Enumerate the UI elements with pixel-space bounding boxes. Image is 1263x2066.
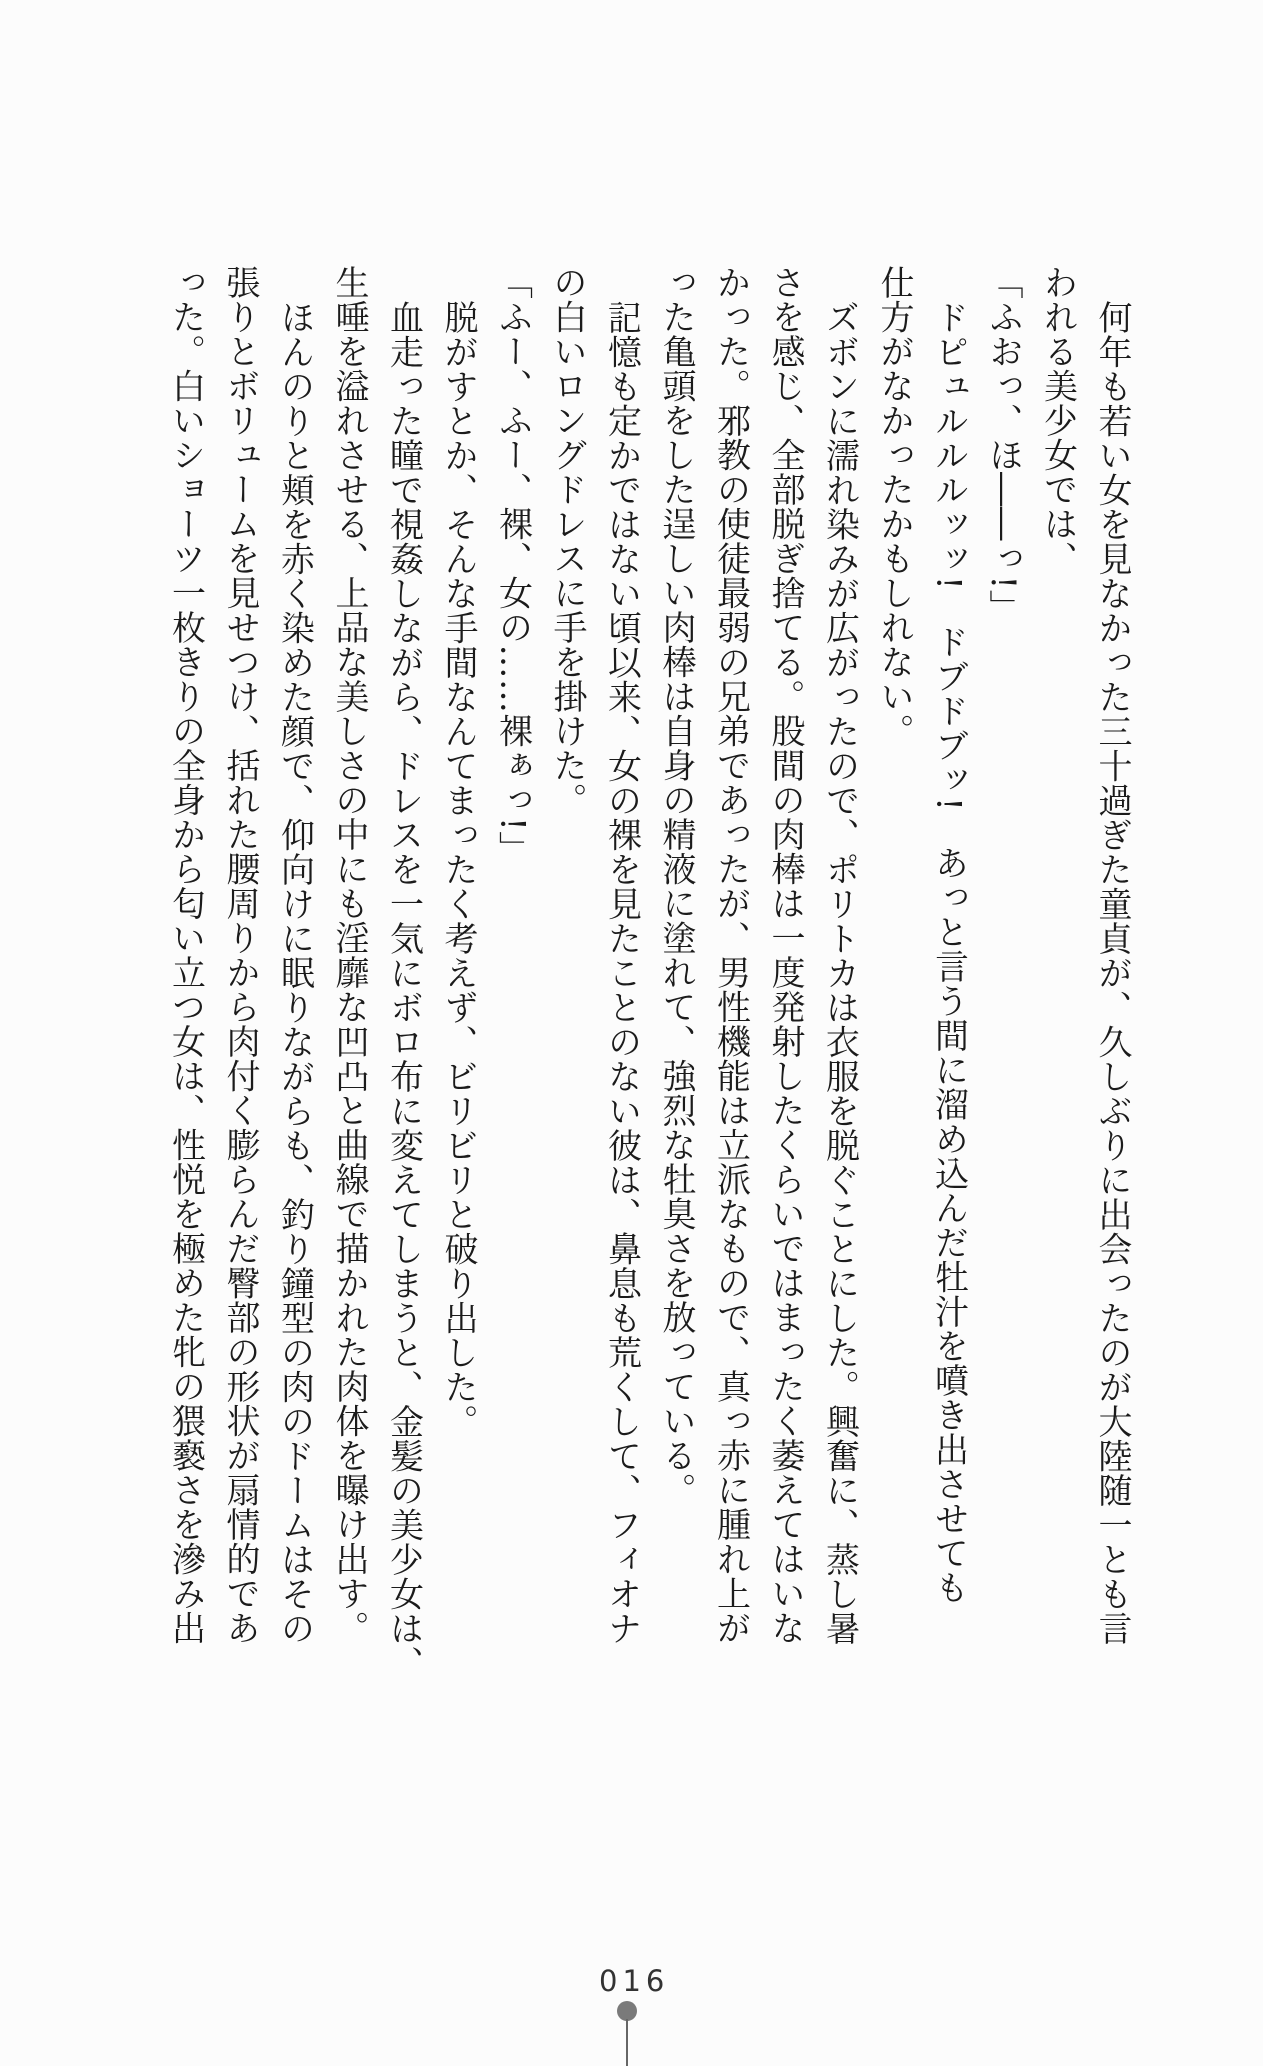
body-text: [158, 265, 1139, 1715]
text-line: 脱がすとか、そんな手間なんてまったく考えず、ビリビリと破り出した。: [438, 300, 478, 1439]
text-line: った。白いショーツ一枚きりの全身から匂い立つ女は、性悦を極めた牝の猥褻さを滲み出: [165, 265, 206, 1645]
text-line: さを感じ、全部脱ぎ捨てる。股間の肉棒は一度発射したくらいではまったく萎えてはいな: [765, 265, 805, 1645]
text-line: 「ふおっ、ほ――っ!」: [983, 265, 1023, 625]
text-line: ほんのりと頬を赤く染めた顔で、仰向けに眠りながらも、釣り鐘型の肉のドームはその: [274, 300, 315, 1646]
text-line: の白いロングドレスに手を掛けた。: [547, 265, 587, 817]
text-line: かった。邪教の使徒最弱の兄弟であったが、男性機能は立派なもので、真っ赤に腫れ上が: [710, 265, 751, 1645]
text-line: 何年も若い女を見なかった三十過ぎた童貞が、久しぶりに出会ったのが大陸随一とも言: [1092, 300, 1132, 1646]
text-line: 生唾を溢れさせる、上品な美しさの中にも淫靡な凹凸と曲線で描かれた肉体を曝け出す。: [329, 265, 369, 1645]
text-line: われる美少女では、: [1037, 265, 1078, 576]
text-line: 記憶も定かではない頃以来、女の裸を見たことのない彼は、鼻息も荒くして、フィオナ: [601, 300, 642, 1646]
text-line: った亀頭をした逞しい肉棒は自身の精液に塗れて、強烈な牡臭さを放っている。: [656, 265, 696, 1507]
text-line: 張りとボリュームを見せつけ、括れた腰周りから肉付く膨らんだ臀部の形状が扇情的であ: [220, 265, 260, 1645]
text-line: ドピュルルルッッ! ドブドブッ! あっと言う間に溜め込んだ牡汁を噴き出させても: [928, 300, 969, 1605]
text-line: 仕方がなかったかもしれない。: [874, 265, 914, 748]
text-line: 血走った瞳で視姦しながら、ドレスを一気にボロ布に変えてしまうと、金髪の美少女は、: [383, 300, 424, 1680]
footer-vertical-rule: [626, 2019, 628, 2066]
text-line: 「ふー、ふー、裸、女の……裸ぁっ!」: [492, 265, 533, 866]
text-line: ズボンに濡れ染みが広がったので、ポリトカは衣服を脱ぐことにした。興奮に、蒸し暑: [819, 300, 860, 1646]
footer-dot-ornament: [617, 2001, 637, 2021]
page-number: 016: [599, 1964, 670, 1998]
